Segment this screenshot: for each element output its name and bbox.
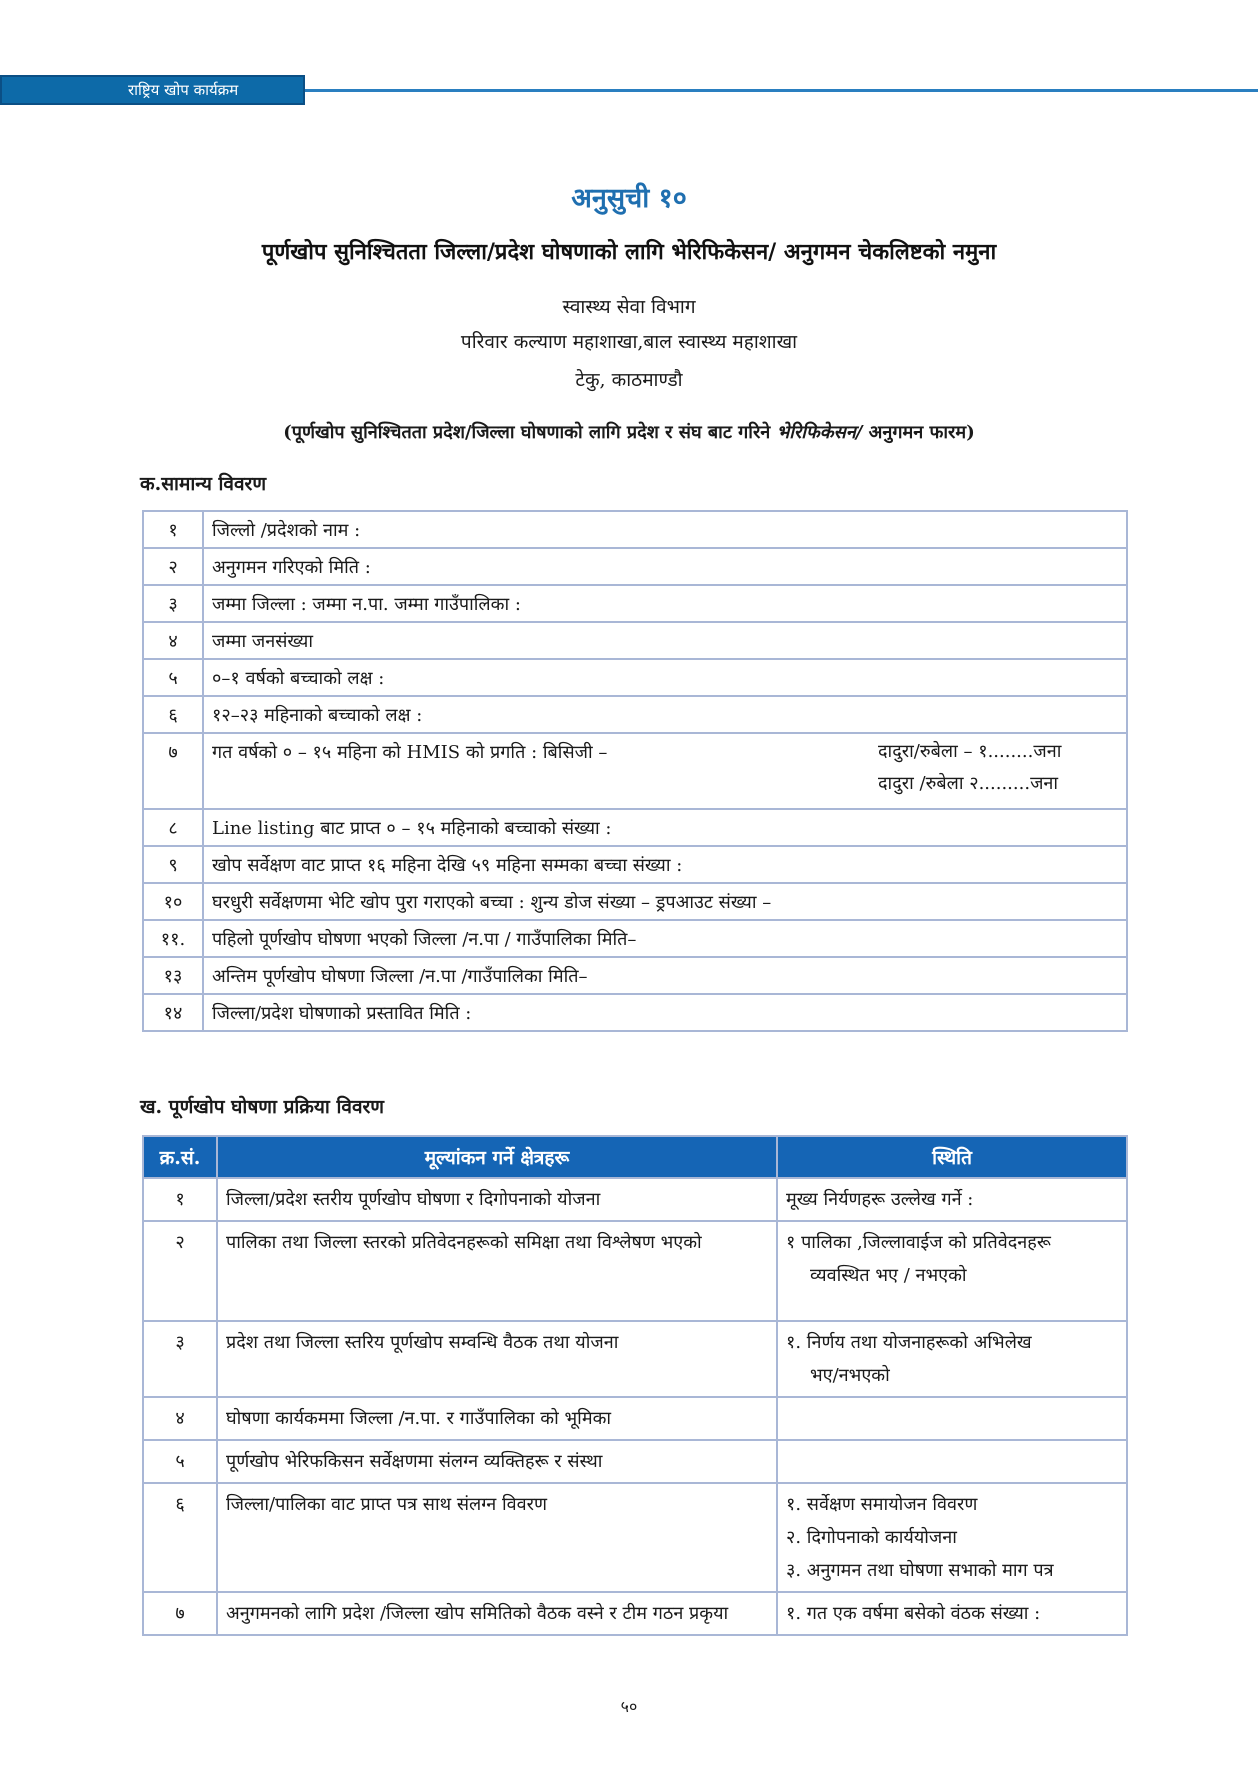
row-number: २ [143, 548, 203, 585]
row-number: ५ [143, 1440, 217, 1483]
column-header-sn: क्र.सं. [143, 1136, 217, 1178]
row-number: ६ [143, 696, 203, 733]
status-cell [777, 1178, 1127, 1221]
row-number: ११. [143, 920, 203, 957]
row-text: ०–१ वर्षको बच्चाको लक्ष : [203, 659, 1127, 696]
row-number: ४ [143, 622, 203, 659]
row-number: ५ [143, 659, 203, 696]
hmis-progress-label: गत वर्षको ० – १५ महिना को HMIS को प्रगति : बिसिजी – [212, 742, 608, 763]
row-number: ३ [143, 1321, 217, 1397]
assessment-area: जिल्ला/पालिका वाट प्राप्त पत्र साथ संलग्न विवरण [217, 1483, 777, 1592]
assessment-area: अनुगमनको लागि प्रदेश /जिल्ला खोप समितिको वैठक वस्ने र टीम गठन प्रकृया [217, 1592, 777, 1635]
page-number: ५० [620, 1697, 638, 1716]
row-number: २ [143, 1221, 217, 1321]
row-text: १२–२३ महिनाको बच्चाको लक्ष : [203, 696, 1127, 733]
row-number: १० [143, 883, 203, 920]
table-row [143, 809, 1127, 846]
process-details-table [142, 1135, 1128, 1636]
org-line-1: स्वास्थ्य सेवा विभाग [562, 296, 696, 318]
table-row [143, 920, 1127, 957]
status-cell [777, 1592, 1127, 1635]
assessment-area: पालिका तथा जिल्ला स्तरको प्रतिवेदनहरूको समिक्षा तथा विश्लेषण भएको [217, 1221, 777, 1321]
measles-rubella-1: दादुरा/रुबेला – १........जना [878, 741, 1062, 762]
status-line: १ पालिका ,जिल्लावाईज को प्रतिवेदनहरू [786, 1232, 1051, 1253]
section-b-heading: ख. पूर्णखोप घोषणा प्रक्रिया विवरण [140, 1096, 385, 1118]
row-text: अनुगमन गरिएको मिति : [203, 548, 1127, 585]
status-line: भए/नभएको [810, 1365, 890, 1386]
column-header-status: स्थिति [777, 1136, 1127, 1178]
row-text: घरधुरी सर्वेक्षणमा भेटि खोप पुरा गराएको बच्चा : शुन्य डोज संख्या – ड्रपआउट संख्या – [203, 883, 1127, 920]
row-text: जम्मा जनसंख्या [203, 622, 1127, 659]
table-row [143, 994, 1127, 1031]
table-row [143, 1440, 1127, 1483]
row-number: ९ [143, 846, 203, 883]
table-row [143, 1483, 1127, 1592]
row-number: १३ [143, 957, 203, 994]
header-label: राष्ट्रिय खोप कार्यक्रम [0, 75, 305, 105]
table-row [143, 585, 1127, 622]
table-row [143, 511, 1127, 548]
row-number: १ [143, 511, 203, 548]
status-cell [777, 1483, 1127, 1592]
table-row [143, 1592, 1127, 1635]
table-row [143, 622, 1127, 659]
general-details-table [142, 510, 1128, 1032]
table-row [143, 548, 1127, 585]
assessment-area: घोषणा कार्यकममा जिल्ला /न.पा. र गाउँपालिका को भूमिका [217, 1397, 777, 1440]
column-header-area: मूल्यांकन गर्ने क्षेत्रहरू [217, 1136, 777, 1178]
measles-rubella-2: दादुरा /रुबेला २.........जना [878, 773, 1059, 794]
row-number: ४ [143, 1397, 217, 1440]
assessment-area: प्रदेश तथा जिल्ला स्तरिय पूर्णखोप सम्वन्धि वैठक तथा योजना [217, 1321, 777, 1397]
annex-title: अनुसुची १० [571, 183, 687, 214]
status-line: मूख्य निर्यणहरू उल्लेख गर्ने : [786, 1189, 974, 1210]
table-row [143, 1321, 1127, 1397]
table-row [143, 733, 1127, 809]
section-a-heading: क.सामान्य विवरण [140, 473, 267, 495]
status-cell [777, 1221, 1127, 1321]
status-line: ३. अनुगमन तथा घोषणा सभाको माग पत्र [786, 1560, 1054, 1581]
row-text: जिल्ला/प्रदेश घोषणाको प्रस्तावित मिति : [203, 994, 1127, 1031]
table-row [143, 957, 1127, 994]
row-number: ७ [143, 1592, 217, 1635]
header-rule [305, 89, 1258, 92]
row-number: १४ [143, 994, 203, 1031]
org-line-2: परिवार कल्याण महाशाखा,बाल स्वास्थ्य महाशाखा [460, 331, 798, 353]
row-text: खोप सर्वेक्षण वाट प्राप्त १६ महिना देखि ५९ महिना सम्मका बच्चा संख्या : [203, 846, 1127, 883]
row-text: जम्मा जिल्ला : जम्मा न.पा. जम्मा गाउँपालिका : [203, 585, 1127, 622]
row-text [203, 733, 1127, 809]
table-row [143, 883, 1127, 920]
status-line: १. निर्णय तथा योजनाहरूको अभिलेख [786, 1332, 1032, 1353]
table-header-row [143, 1136, 1127, 1178]
org-line-3: टेकु, काठमाण्डौ [575, 369, 683, 391]
row-text: जिल्लो /प्रदेशको नाम : [203, 511, 1127, 548]
row-number: १ [143, 1178, 217, 1221]
row-number: ८ [143, 809, 203, 846]
table-row [143, 696, 1127, 733]
row-number: ७ [143, 733, 203, 809]
row-text: पहिलो पूर्णखोप घोषणा भएको जिल्ला /न.पा / गाउँपालिका मिति– [203, 920, 1127, 957]
status-line: २. दिगोपनाको कार्ययोजना [786, 1527, 957, 1548]
form-subtitle: (पूर्णखोप सुनिश्चितता प्रदेश/जिल्ला घोषणाको लागि प्रदेश र संघ बाट गरिने भेरिफिकेसन/ अनुगमन फारम) [283, 422, 975, 443]
status-line: व्यवस्थित भए / नभएको [810, 1265, 967, 1286]
assessment-area: जिल्ला/प्रदेश स्तरीय पूर्णखोप घोषणा र दिगोपनाको योजना [217, 1178, 777, 1221]
status-line: १. सर्वेक्षण समायोजन विवरण [786, 1494, 978, 1515]
table-row [143, 1178, 1127, 1221]
row-text: Line listing बाट प्राप्त ० – १५ महिनाको बच्चाको संख्या : [203, 809, 1127, 846]
main-title: पूर्णखोप सुनिश्चितता जिल्ला/प्रदेश घोषणाको लागि भेरिफिकेसन/ अनुगमन चेकलिष्टको नमुना [261, 239, 997, 265]
table-row [143, 1397, 1127, 1440]
row-text: अन्तिम पूर्णखोप घोषणा जिल्ला /न.पा /गाउँपालिका मिति– [203, 957, 1127, 994]
status-cell [777, 1440, 1127, 1483]
status-cell [777, 1397, 1127, 1440]
assessment-area: पूर्णखोप भेरिफकिसन सर्वेक्षणमा संलग्न व्यक्तिहरू र संस्था [217, 1440, 777, 1483]
status-cell [777, 1321, 1127, 1397]
status-line: १. गत एक वर्षमा बसेको वंठक संख्या : [786, 1603, 1041, 1624]
table-row [143, 1221, 1127, 1321]
row-number: ३ [143, 585, 203, 622]
row-number: ६ [143, 1483, 217, 1592]
table-row [143, 846, 1127, 883]
table-row [143, 659, 1127, 696]
